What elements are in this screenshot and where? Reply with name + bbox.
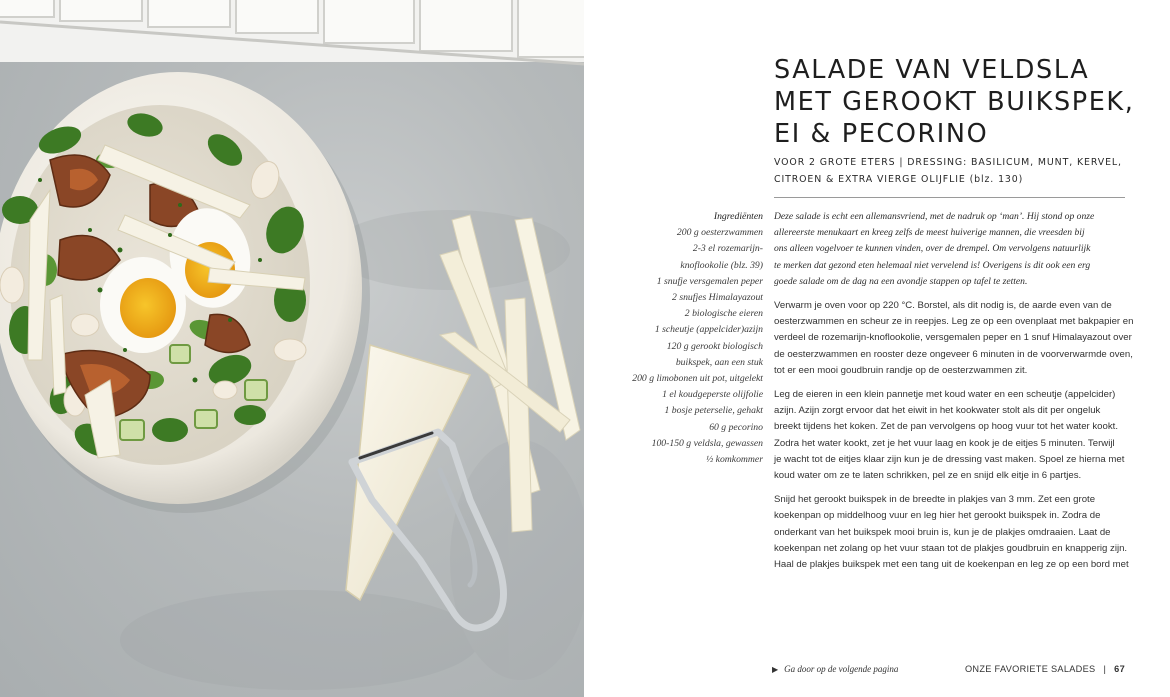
ingredient-item: 1 snufje versgemalen peper: [656, 275, 763, 287]
salad-photo-illustration: [0, 0, 584, 697]
ingredients-list: [593, 209, 763, 468]
recipe-subtitle: [774, 154, 1134, 188]
recipe-page: [584, 0, 1170, 697]
ingredient-item: 2-3 el rozemarijn-: [692, 243, 763, 255]
step-line: je wacht tot de eitjes klaar zijn kun je de dressing vast maken. Spoel ze hierna met: [774, 453, 1125, 465]
triangle-right-icon: ▶: [772, 665, 779, 674]
ingredient-item: knoflookolie (blz. 39): [680, 259, 763, 271]
ingredient-item: 2 biologische eieren: [684, 308, 763, 320]
step-line: Haal de plakjes buikspek met een tang uit de koekenpan en leg ze op een bord met: [774, 559, 1129, 571]
recipe-title: [774, 54, 1144, 150]
step-line: de oesterzwammen en rooster deze ongeveer 6 minuten in de voorverwarmde oven,: [774, 348, 1133, 360]
footer-separator: |: [1103, 664, 1107, 674]
step-line: breekt tijdens het koken. Zet de pan vervolgens op hoog vuur tot het water kookt.: [774, 421, 1118, 433]
ingredient-item: buikspek, aan een stuk: [675, 356, 763, 368]
step-line: tot er een mooi goudbruin randje op de oesterzwammen zit.: [774, 364, 1028, 376]
page-footer: [965, 664, 1125, 674]
step-paragraph: [774, 492, 1134, 573]
ingredient-item: 100-150 g veldsla, gewassen: [651, 437, 763, 449]
intro-line: allereerste menukaart en kreeg zelfs de meest huiverige mannen, die vreesden bij: [774, 227, 1085, 239]
continue-text: Ga door op de volgende pagina: [784, 664, 899, 674]
step-line: verdeel de rozemarijn-knoflookolie, versgemalen peper en 1 snuf Himalayazout over: [774, 332, 1132, 344]
step-paragraph: [774, 298, 1134, 379]
step-line: Leg de eieren in een klein pannetje met koud water en een scheutje (appelcider): [774, 389, 1116, 401]
ingredients-heading: Ingrediënten: [713, 211, 763, 222]
intro-line: Deze salade is echt een allemansvriend, met de nadruk op ‘man’. Hij stond op onze: [774, 211, 1095, 222]
ingredient-item: 200 g limobonen uit pot, uitgelekt: [632, 373, 763, 385]
step-line: onderkant van het buikspek mooi bruin is, kun je de plakjes omdraaien. Laat de: [774, 526, 1111, 538]
step-line: oesterzwammen en scheur ze in reepjes. Leg ze op een ovenplaat met bakpapier en: [774, 316, 1134, 328]
intro-line: ons alleen vogelvoer te kunnen vinden, over de drempel. Om vervolgens natuurlijk: [774, 243, 1091, 255]
section-name: ONZE FAVORIETE SALADES: [964, 664, 1096, 674]
ingredient-item: 1 el koudgeperste olijfolie: [662, 389, 763, 401]
title-line: MET GEROOKT BUIKSPEK,: [774, 87, 1135, 117]
step-line: Zodra het water kookt, zet je het vuur laag en kook je de eitjes 5 minuten. Terwijl: [774, 437, 1115, 449]
recipe-body: [774, 209, 1134, 581]
intro-line: te merken dat gezond eten helemaal niet vervelend is! Overigens is dit ook een erg: [774, 259, 1091, 271]
step-line: azijn. Azijn zorgt ervoor dat het eiwit in het kookwater stolt als dit per ongeluk: [774, 405, 1101, 417]
subtitle-line: VOOR 2 GROTE ETERS | DRESSING: BASILICUM, MUNT, KERVEL,: [774, 157, 1122, 168]
ingredient-item: 1 scheutje (appelcider)azijn: [654, 324, 763, 336]
food-photo: [0, 0, 584, 697]
ingredient-item: 2 snufjes Himalayazout: [672, 292, 763, 304]
title-line: EI & PECORINO: [774, 119, 989, 149]
step-line: koekenpan op middelhoog vuur en leg hier het gerookt buikspek in. Zodra de: [774, 510, 1101, 522]
step-line: koud water om ze te laten schrikken, pel ze en snijd elk eitje in 6 partjes.: [774, 470, 1082, 482]
wall-tiles: [0, 0, 584, 64]
intro-paragraph: [774, 209, 1134, 290]
ingredient-item: 60 g pecorino: [709, 421, 763, 433]
ingredient-item: ½ komkommer: [705, 454, 763, 466]
page-number: 67: [1114, 664, 1125, 674]
step-line: koekenpan net zolang op het vuur staan tot de plakjes goudbruin en knapperig zijn.: [774, 542, 1128, 554]
step-paragraph: [774, 387, 1134, 484]
continue-link[interactable]: [772, 664, 898, 674]
ingredient-item: 1 bosje peterselie, gehakt: [664, 405, 763, 417]
title-line: SALADE VAN VELDSLA: [774, 55, 1090, 85]
ingredient-item: 200 g oesterzwammen: [676, 227, 763, 239]
intro-line: goede salade om de dag na een avondje stappen op tafel te zetten.: [774, 275, 1028, 287]
subtitle-line: CITROEN & EXTRA VIERGE OLIJFLIE (blz. 130): [774, 174, 1024, 185]
step-line: Snijd het gerookt buikspek in de breedte in plakjes van 3 mm. Zet een grote: [774, 494, 1096, 506]
ingredient-item: 120 g gerookt biologisch: [666, 340, 763, 352]
divider-rule: [774, 197, 1125, 198]
step-line: Verwarm je oven voor op 220 °C. Borstel, als dit nodig is, de aarde even van de: [774, 300, 1112, 312]
